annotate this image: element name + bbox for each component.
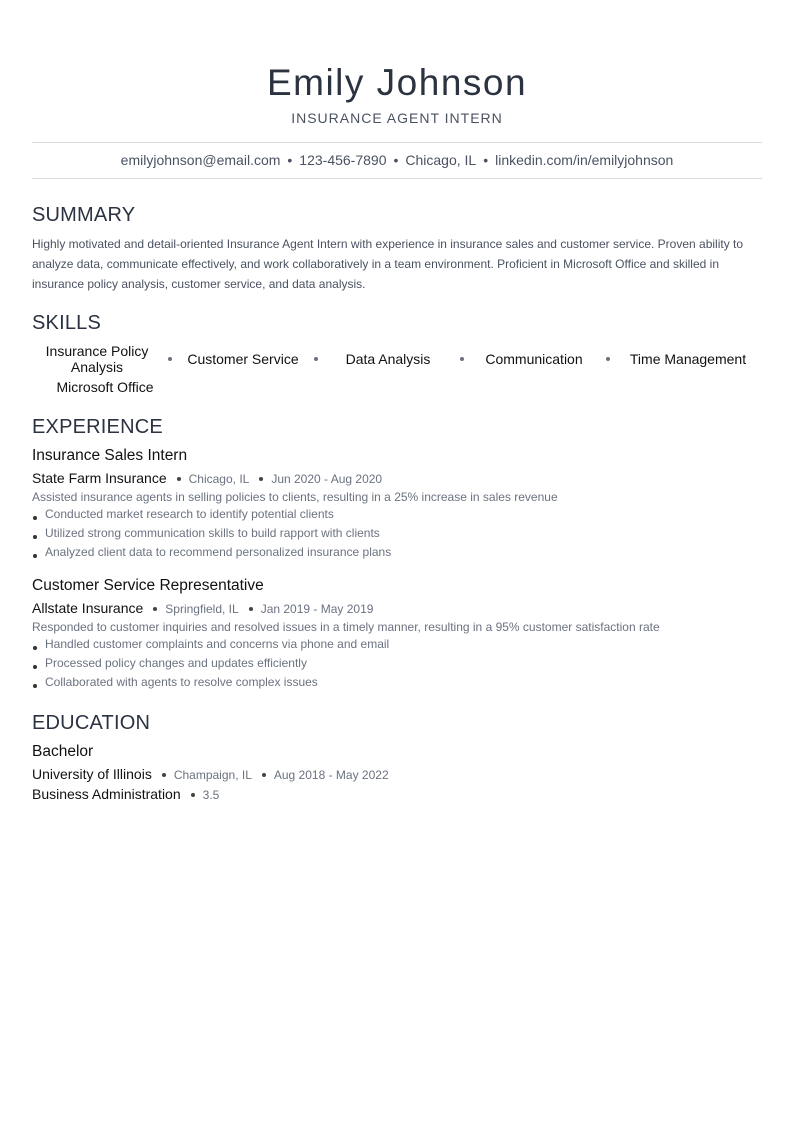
job-bullets <box>32 505 391 562</box>
contact-line <box>32 152 762 168</box>
location: Chicago, IL <box>405 152 477 168</box>
linkedin-link[interactable]: linkedin.com/in/emilyjohnson <box>495 152 674 168</box>
separator-dot: • <box>393 152 399 168</box>
skill-item: Customer Service <box>187 351 299 367</box>
job-title-headline: INSURANCE AGENT INTERN <box>291 110 503 126</box>
separator-dot <box>177 477 181 481</box>
phone-number: 123-456-7890 <box>299 152 387 168</box>
job-location: Chicago, IL <box>188 472 250 486</box>
summary-heading: SUMMARY <box>32 204 136 226</box>
separator-dot: • <box>483 152 489 168</box>
candidate-name: Emily Johnson <box>266 62 528 103</box>
separator-dot <box>262 773 266 777</box>
skill-separator <box>168 357 172 361</box>
skill-item: Communication <box>485 351 583 367</box>
gpa: 3.5 <box>202 788 220 802</box>
skill-item: Insurance Policy Analysis <box>45 343 149 375</box>
job-location: Springfield, IL <box>165 602 239 616</box>
skills-heading: SKILLS <box>32 312 102 334</box>
job-bullets <box>32 635 389 692</box>
list-item: Processed policy changes and updates efficiently <box>32 654 389 673</box>
education-field-line <box>32 786 219 804</box>
email-link[interactable]: emilyjohnson@email.com <box>120 152 281 168</box>
experience-heading: EXPERIENCE <box>32 416 163 438</box>
list-item: Conducted market research to identify potential clients <box>32 505 391 524</box>
separator-dot <box>249 607 253 611</box>
school-location: Champaign, IL <box>173 768 252 782</box>
job-meta <box>32 600 373 618</box>
list-item: Analyzed client data to recommend personalized insurance plans <box>32 543 391 562</box>
company-name: State Farm Insurance <box>32 470 167 486</box>
separator-dot <box>191 793 195 797</box>
skill-item: Data Analysis <box>345 351 431 367</box>
company-name: Allstate Insurance <box>32 600 144 616</box>
job-dates: Jan 2019 - May 2019 <box>260 602 374 616</box>
skill-separator <box>606 357 610 361</box>
education-dates: Aug 2018 - May 2022 <box>273 768 389 782</box>
job-dates: Jun 2020 - Aug 2020 <box>271 472 383 486</box>
job-title: Insurance Sales Intern <box>32 447 188 464</box>
skills-list <box>32 343 762 399</box>
job-description: Responded to customer inquiries and resolved issues in a timely manner, resulting in a 95% customer satisfaction rate <box>32 620 660 634</box>
list-item: Utilized strong communication skills to build rapport with clients <box>32 524 391 543</box>
divider <box>32 142 762 143</box>
list-item: Collaborated with agents to resolve complex issues <box>32 673 389 692</box>
education-meta <box>32 766 389 784</box>
skill-item: Time Management <box>629 351 747 367</box>
separator-dot: • <box>287 152 293 168</box>
job-description: Assisted insurance agents in selling policies to clients, resulting in a 25% increase in sales revenue <box>32 490 558 504</box>
summary-text: Highly motivated and detail-oriented Insurance Agent Intern with experience in insurance sales and customer service. Proven ability to analyze data, communicate effectively, and work collaboratively in a team environment. Proficient in Microsoft Office and skilled in insurance policy analysis, customer service, and data analysis. <box>32 237 744 291</box>
job-title: Customer Service Representative <box>32 577 264 594</box>
school-name: University of Illinois <box>32 766 152 782</box>
degree: Bachelor <box>32 743 94 760</box>
skill-separator <box>314 357 318 361</box>
field-of-study: Business Administration <box>32 786 181 802</box>
education-heading: EDUCATION <box>32 712 151 734</box>
separator-dot <box>259 477 263 481</box>
divider <box>32 178 762 179</box>
skill-item: Microsoft Office <box>56 379 154 395</box>
separator-dot <box>162 773 166 777</box>
skill-separator <box>460 357 464 361</box>
separator-dot <box>153 607 157 611</box>
job-meta <box>32 470 382 488</box>
list-item: Handled customer complaints and concerns via phone and email <box>32 635 389 654</box>
